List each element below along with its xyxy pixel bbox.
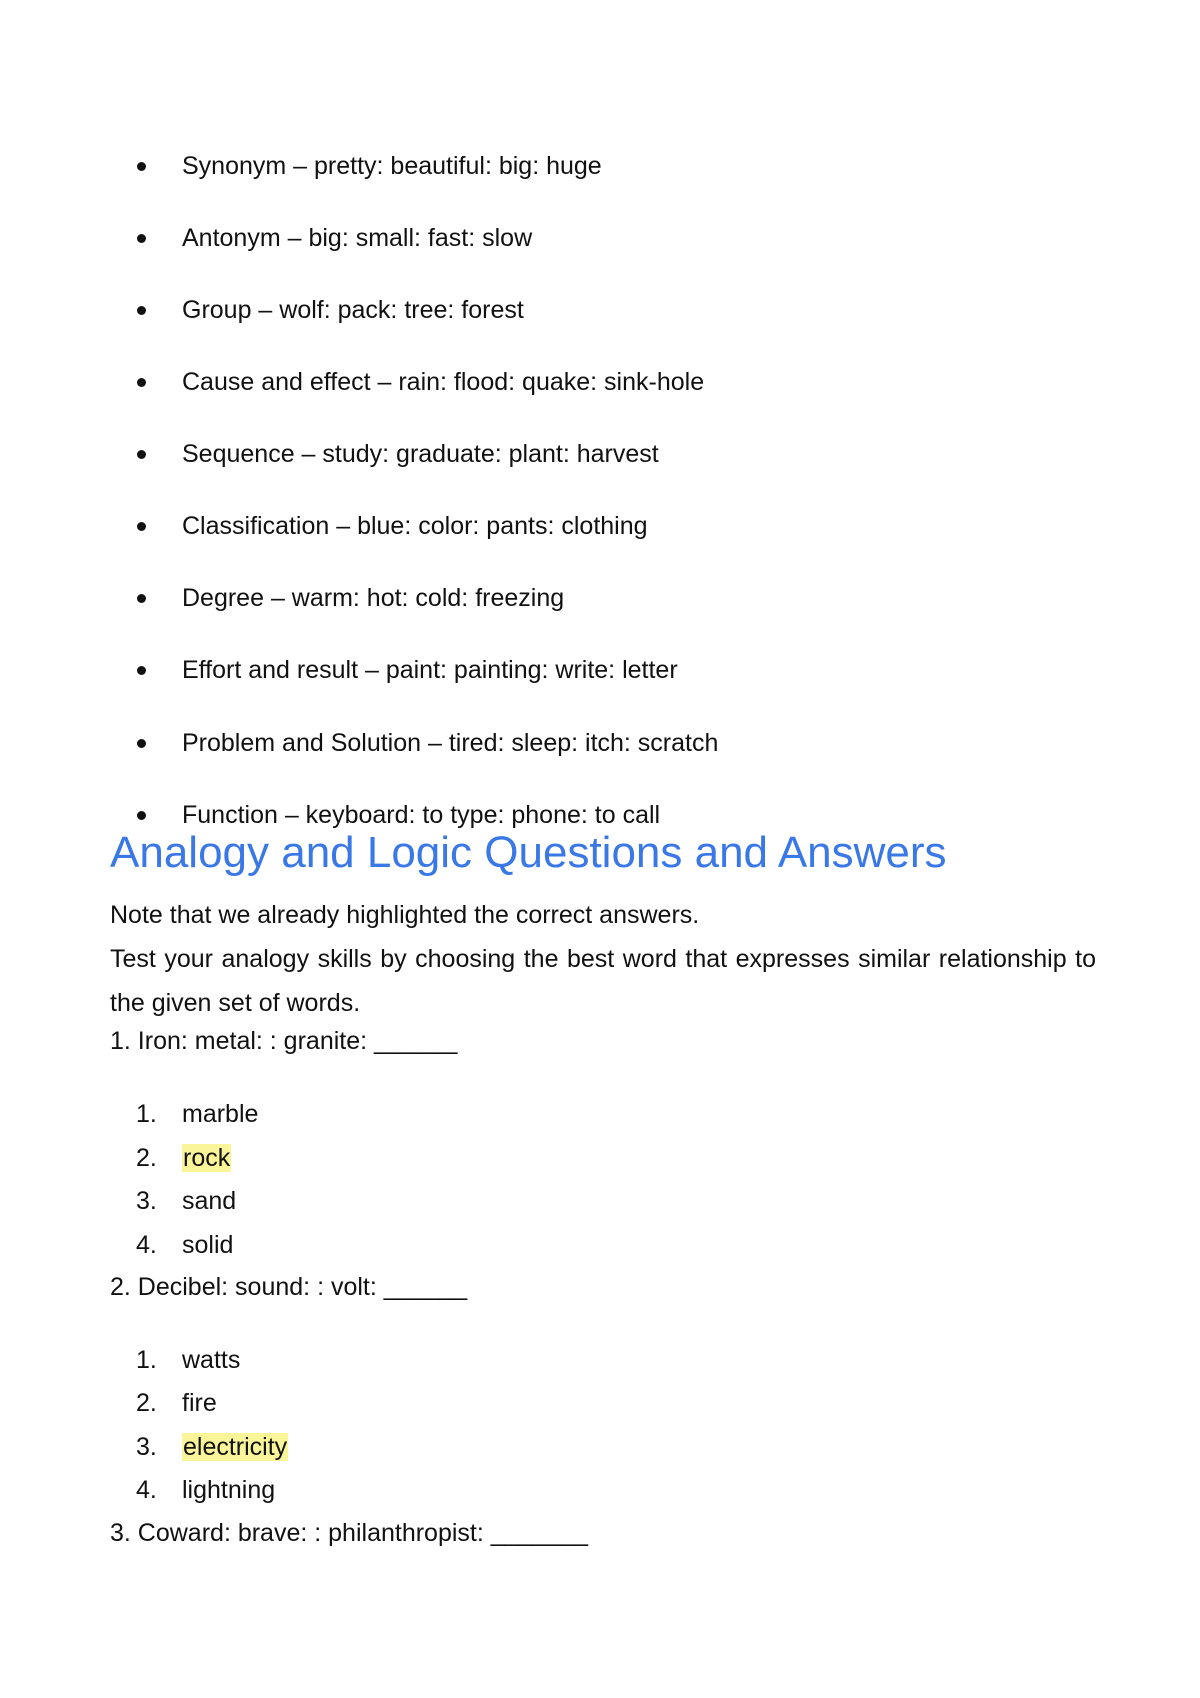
- correct-answer-highlight: rock: [183, 1144, 231, 1172]
- question-2-option: [136, 1474, 276, 1506]
- question-3-prompt: 3. Coward: brave: : philanthropist: _______: [110, 1519, 589, 1547]
- list-item: [182, 366, 704, 398]
- option-number: 3.: [136, 1433, 157, 1461]
- bullet-icon: [137, 666, 146, 675]
- bullet-icon: [137, 378, 146, 387]
- list-item-text: Degree – warm: hot: cold: freezing: [182, 584, 565, 612]
- note-text: Note that we already highlighted the correct answers.: [110, 901, 700, 929]
- option-number: 3.: [136, 1187, 157, 1215]
- option-text: lightning: [182, 1476, 276, 1504]
- question-1-option: [136, 1229, 234, 1261]
- list-item-text: Classification – blue: color: pants: clothing: [182, 512, 648, 540]
- list-item: [182, 150, 602, 182]
- question-1-prompt: 1. Iron: metal: : granite: ______: [110, 1027, 458, 1055]
- question-2-option: [136, 1387, 217, 1419]
- option-text: marble: [182, 1100, 259, 1128]
- list-item: [182, 510, 648, 542]
- list-item-text: Effort and result – paint: painting: write: letter: [182, 656, 678, 684]
- bullet-icon: [137, 522, 146, 531]
- bullet-icon: [137, 594, 146, 603]
- question-1-option: [136, 1098, 259, 1130]
- bullet-icon: [137, 811, 146, 820]
- intro-paragraph: Test your analogy skills by choosing the best word that expresses similar relationship to the given set of words.: [110, 945, 1096, 1017]
- option-text: fire: [182, 1389, 217, 1417]
- list-item: [182, 294, 524, 326]
- option-number: 4.: [136, 1231, 157, 1259]
- list-item-text: Sequence – study: graduate: plant: harvest: [182, 440, 659, 468]
- option-text: watts: [182, 1346, 241, 1374]
- option-number: 2.: [136, 1144, 157, 1172]
- correct-answer-highlight: electricity: [183, 1433, 288, 1461]
- bullet-icon: [137, 162, 146, 171]
- list-item-text: Antonym – big: small: fast: slow: [182, 224, 533, 252]
- bullet-icon: [137, 739, 146, 748]
- list-item-text: Synonym – pretty: beautiful: big: huge: [182, 152, 602, 180]
- bullet-icon: [137, 234, 146, 243]
- list-item: [182, 582, 564, 614]
- list-item-text: Group – wolf: pack: tree: forest: [182, 296, 524, 324]
- option-text: solid: [182, 1231, 234, 1259]
- list-item: [182, 654, 678, 686]
- option-number: 1.: [136, 1100, 157, 1128]
- list-item: [182, 438, 659, 470]
- bullet-icon: [137, 450, 146, 459]
- list-item-text: Cause and effect – rain: flood: quake: sink-hole: [182, 368, 705, 396]
- question-1-option: [136, 1142, 231, 1174]
- list-item-text: Function – keyboard: to type: phone: to call: [182, 801, 661, 829]
- option-number: 1.: [136, 1346, 157, 1374]
- option-number: 4.: [136, 1476, 157, 1504]
- question-1-option: [136, 1185, 237, 1217]
- section-heading: Analogy and Logic Questions and Answers: [110, 828, 947, 877]
- list-item: [182, 222, 532, 254]
- question-2-option: [136, 1431, 288, 1463]
- list-item-text: Problem and Solution – tired: sleep: itch: scratch: [182, 729, 719, 757]
- question-2-option: [136, 1344, 241, 1376]
- option-text: sand: [182, 1187, 237, 1215]
- bullet-icon: [137, 306, 146, 315]
- list-item: [182, 727, 718, 759]
- question-2-prompt: 2. Decibel: sound: : volt: ______: [110, 1273, 468, 1301]
- option-number: 2.: [136, 1389, 157, 1417]
